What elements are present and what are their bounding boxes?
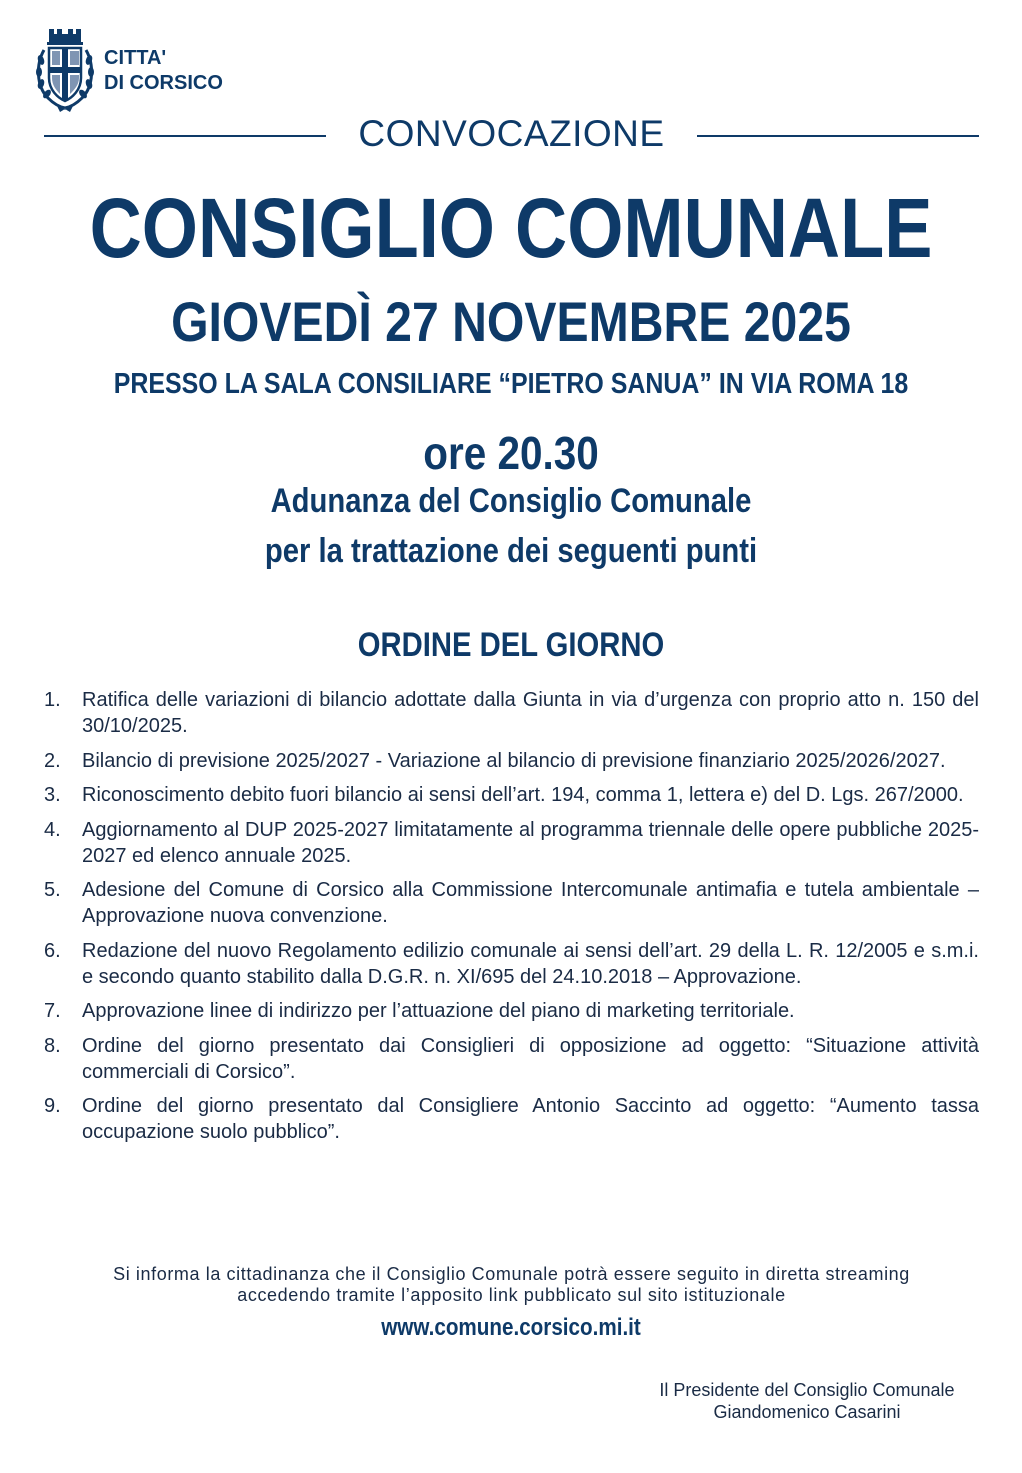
agenda-item (44, 1093, 979, 1145)
agenda-item (44, 748, 979, 774)
agenda-item (44, 687, 979, 739)
meeting-location: PRESSO LA SALA CONSILIARE “PIETRO SANUA” IN VIA ROMA 18 (113, 368, 909, 400)
agenda-item (44, 877, 979, 929)
convocazione-label: CONVOCAZIONE (358, 113, 665, 154)
coat-of-arms-icon (34, 28, 96, 114)
agenda-item-number: 1. (44, 689, 61, 711)
agenda-item-text: Bilancio di previsione 2025/2027 - Variazione al bilancio di previsione finanziario 2025/2026/2027. (82, 749, 946, 772)
agenda-item-number: 8. (44, 1034, 61, 1057)
logo-line-1: CITTA' (104, 47, 167, 69)
agenda-item-text: Ordine del giorno presentato dai Consiglieri di opposizione ad oggetto: “Situazione attività commerciali di Corsico”. (82, 1034, 979, 1083)
agenda-item-text: Ratifica delle variazioni di bilancio adottate dalla Giunta in via d’urgenza con proprio atto n. 150 del 30/10/2025. (82, 689, 979, 737)
agenda-item-number: 4. (44, 818, 61, 841)
agenda-item (44, 782, 979, 808)
agenda-item (44, 938, 979, 990)
subtitle-line-1: Adunanza del Consiglio Comunale (270, 482, 752, 520)
signature-block (630, 1379, 984, 1423)
logo-text (104, 46, 223, 96)
convocazione-row (44, 112, 979, 156)
agenda-item-number: 2. (44, 749, 61, 772)
streaming-info (44, 1264, 979, 1306)
streaming-info-line-1: Si informa la cittadinanza che il Consiglio Comunale potrà essere seguito in diretta streaming (113, 1264, 910, 1284)
agenda-item-text: Adesione del Comune di Corsico alla Commissione Intercomunale antimafia e tutela ambientale – Approvazione nuova convenzione. (82, 879, 979, 927)
subtitle-line-2: per la trattazione dei seguenti punti (264, 532, 758, 570)
streaming-info-line-2: accedendo tramite l’apposito link pubblicato sul sito istituzionale (237, 1285, 786, 1305)
agenda-item-number: 7. (44, 1000, 61, 1022)
agenda-heading: ORDINE DEL GIORNO (357, 626, 665, 664)
agenda-item-number: 3. (44, 784, 61, 806)
agenda-item-number: 6. (44, 939, 61, 962)
agenda-item-text: Riconoscimento debito fuori bilancio ai sensi dell’art. 194, comma 1, lettera e) del D. Lgs. 267/2000. (82, 784, 964, 806)
agenda-item-text: Redazione del nuovo Regolamento edilizio comunale ai sensi dell’art. 29 della L. R. 12/2005 e s.m.i. e secondo quanto stabilito dalla D.G.R. n. XI/695 del 24.10.2018 – Approvazione. (82, 939, 979, 988)
meeting-date: GIOVEDÌ 27 NOVEMBRE 2025 (171, 290, 851, 353)
signature-name: Giandomenico Casarini (713, 1402, 901, 1422)
agenda-item-text: Ordine del giorno presentato dal Consigliere Antonio Saccinto ad oggetto: “Aumento tassa occupazione suolo pubblico”. (82, 1095, 979, 1143)
agenda-item-number: 5. (44, 879, 61, 901)
agenda-item-text: Approvazione linee di indirizzo per l’attuazione del piano di marketing territoriale. (82, 1000, 795, 1022)
agenda-list (44, 687, 979, 1154)
signature-role: Il Presidente del Consiglio Comunale (659, 1380, 955, 1400)
agenda-item (44, 1033, 979, 1085)
municipality-logo (34, 28, 234, 114)
logo-line-2: DI CORSICO (104, 72, 223, 94)
agenda-item (44, 998, 979, 1024)
website-link[interactable]: www.comune.corsico.mi.it (381, 1314, 641, 1341)
agenda-item-number: 9. (44, 1095, 61, 1117)
meeting-time: ore 20.30 (423, 427, 599, 479)
agenda-item (44, 817, 979, 869)
main-title: CONSIGLIO COMUNALE (89, 181, 933, 275)
agenda-item-text: Aggiornamento al DUP 2025-2027 limitatamente al programma triennale delle opere pubbliche 2025-2027 ed elenco annuale 2025. (82, 818, 979, 867)
